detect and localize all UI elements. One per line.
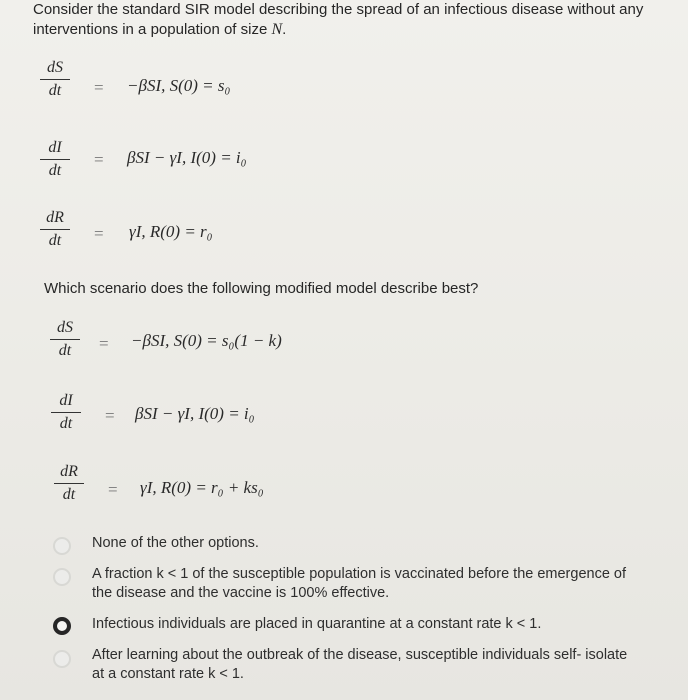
fraction-denominator: dt <box>48 82 62 99</box>
option-2-label[interactable] <box>92 565 682 603</box>
option-4-line-1: After learning about the outbreak of the disease, susceptible individuals self- isolate <box>92 647 628 663</box>
question-intro <box>33 0 683 40</box>
fraction-numerator: dR <box>46 209 64 226</box>
fraction-numerator: dI <box>48 139 62 156</box>
equals-sign: = <box>108 480 118 499</box>
fraction-bar <box>40 79 70 80</box>
equals-sign: = <box>105 406 115 425</box>
equals-sign: = <box>94 150 104 169</box>
modified-eq-2-rhs: βSI − γI, I(0) = i₀ <box>135 404 255 423</box>
fraction-denominator: dt <box>58 342 72 359</box>
option-2-line-2: the disease and the vaccine is 100% effective. <box>92 585 390 601</box>
question-line-2-text: interventions in a population of size <box>33 21 272 38</box>
fraction-bar <box>40 229 70 230</box>
standard-eq-1-fraction <box>40 58 70 101</box>
option-1-radio[interactable] <box>53 537 71 555</box>
question-line-2 <box>33 20 683 40</box>
equals-sign: = <box>94 78 104 97</box>
standard-eq-3-rhs: γI, R(0) = r₀ <box>129 222 213 241</box>
fraction-denominator: dt <box>59 415 73 432</box>
question-line-1: Consider the standard SIR model describing the spread of an infectious disease without any <box>33 1 644 18</box>
fraction-bar <box>54 483 84 484</box>
fraction-bar <box>50 339 80 340</box>
population-symbol: N <box>271 21 283 38</box>
question-line-2-end: . <box>282 21 287 38</box>
fraction-bar <box>51 412 81 413</box>
option-2-radio[interactable] <box>53 568 71 586</box>
standard-eq-1-rhs: −βSI, S(0) = s₀ <box>127 76 231 95</box>
fraction-denominator: dt <box>48 232 62 249</box>
fraction-denominator: dt <box>48 162 62 179</box>
fraction-numerator: dI <box>59 392 73 409</box>
standard-eq-2-fraction <box>40 138 70 181</box>
option-1-label[interactable] <box>92 534 682 553</box>
fraction-numerator: dS <box>47 59 63 76</box>
fraction-numerator: dS <box>57 319 73 336</box>
fraction-numerator: dR <box>60 463 78 480</box>
option-4-line-2: at a constant rate k < 1. <box>92 666 244 682</box>
option-3-label[interactable] <box>92 615 682 634</box>
standard-eq-3-fraction <box>40 208 70 251</box>
modified-eq-3-fraction <box>54 462 84 505</box>
question-prompt: Which scenario does the following modified model describe best? <box>44 280 479 297</box>
modified-eq-2-fraction <box>51 391 81 434</box>
equals-sign: = <box>94 224 104 243</box>
modified-eq-3-rhs: γI, R(0) = r₀ + ks₀ <box>140 478 264 497</box>
modified-eq-1-fraction <box>50 318 80 361</box>
standard-eq-2-rhs: βSI − γI, I(0) = i₀ <box>127 148 247 167</box>
option-3-radio-selected[interactable] <box>53 617 71 635</box>
option-3-line-1: Infectious individuals are placed in quarantine at a constant rate k < 1. <box>92 616 542 632</box>
equals-sign: = <box>99 334 109 353</box>
option-4-label[interactable] <box>92 646 682 684</box>
modified-eq-1-rhs: −βSI, S(0) = s₀(1 − k) <box>131 331 282 350</box>
option-2-line-1: A fraction k < 1 of the susceptible population is vaccinated before the emergence of <box>92 566 627 582</box>
fraction-bar <box>40 159 70 160</box>
option-1-line-1: None of the other options. <box>92 535 259 551</box>
option-4-radio[interactable] <box>53 650 71 668</box>
fraction-denominator: dt <box>62 486 76 503</box>
